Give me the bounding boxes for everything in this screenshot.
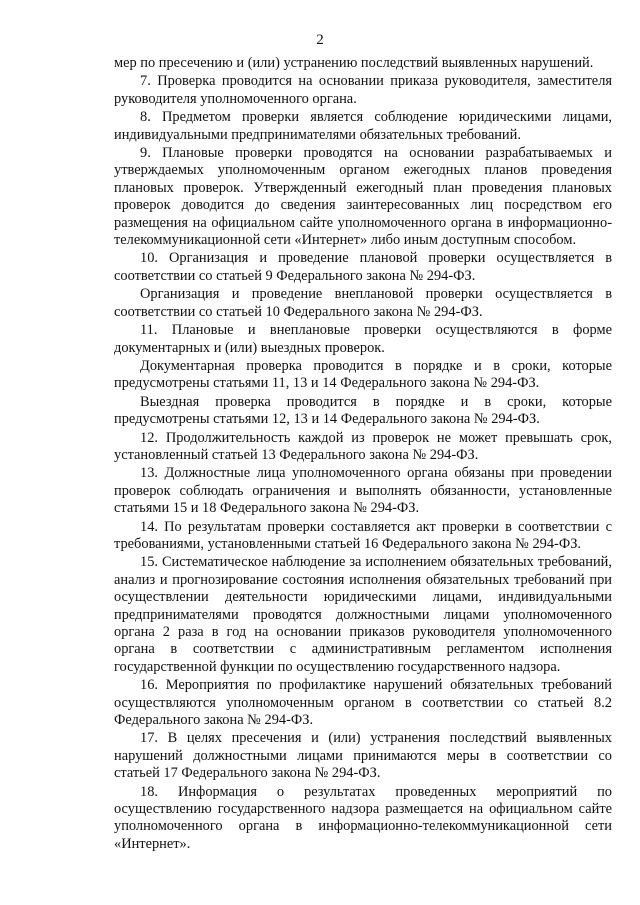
paragraph-15: 15. Систематическое наблюдение за исполнением обязательных требований, анализ и прогнозирование состояния исполнения обязательных требований при осуществлении деятельности юридическими лицами, индивидуальными предпринимателями проводятся должностными лицами уполномоченного органа 2 раза в год на основании приказов руководителя уполномоченного органа в соответствии с административным регламентом исполнения государственной функции по осуществлению государственного надзора. [114,554,612,675]
page-number: 2 [316,32,324,48]
paragraph-10-unscheduled: Организация и проведение внеплановой проверки осуществляется в соответствии со статьей 10 Федерального закона № 294-ФЗ. [114,286,612,320]
paragraph-18: 18. Информация о результатах проведенных мероприятий по осуществлению государственного надзора размещается на официальном сайте уполномоченного органа в информационно-телекоммуникационной сети «Интернет». [114,783,612,852]
paragraph-continuation: мер по пресечению и (или) устранению последствий выявленных нарушений. [114,55,594,71]
paragraph-10: 10. Организация и проведение плановой проверки осуществляется в соответствии со статьей 9 Федерального закона № 294-ФЗ. [114,250,612,284]
paragraph-13: 13. Должностные лица уполномоченного органа обязаны при проведении проверок соблюдать ограничения и выполнять обязанности, установленные статьями 15 и 18 Федерального закона № 294-ФЗ. [114,465,612,517]
paragraph-12: 12. Продолжительность каждой из проверок не может превышать срок, установленный статьей 13 Федерального закона № 294-ФЗ. [114,429,612,463]
paragraph-7: 7. Проверка проводится на основании приказа руководителя, заместителя руководителя уполномоченного органа. [114,73,612,107]
paragraph-11-onsite: Выездная проверка проводится в порядке и в сроки, которые предусмотрены статьями 12, 13 и 14 Федерального закона № 294-ФЗ. [114,393,612,428]
paragraph-11: 11. Плановые и внеплановые проверки осуществляются в форме документарных и (или) выездных проверок. [114,322,612,356]
paragraph-8: 8. Предметом проверки является соблюдение юридическими лицами, индивидуальными предпринимателями обязательных требований. [114,109,612,143]
paragraph-17: 17. В целях пресечения и (или) устранения последствий выявленных нарушений должностными лицами принимаются меры в соответствии со статьей 17 Федерального закона № 294-ФЗ. [114,730,612,782]
document-body [114,55,612,853]
paragraph-16: 16. Мероприятия по профилактике нарушений обязательных требований осуществляются уполномоченным органом в соответствии со статьей 8.2 Федерального закона № 294-ФЗ. [114,677,612,729]
paragraph-11-documentary: Документарная проверка проводится в порядке и в сроки, которые предусмотрены статьями 11, 13 и 14 Федерального закона № 294-ФЗ. [114,357,612,392]
paragraph-9: 9. Плановые проверки проводятся на основании разрабатываемых и утверждаемых уполномоченным органом ежегодных планов проведения плановых проверок. Утвержденный ежегодный план проведения плановых проверок доводится до сведения заинтересованных лиц посредством его размещения на официальном сайте уполномоченного органа в информационно-телекоммуникационной сети «Интернет» либо иным доступным способом. [114,145,612,249]
paragraph-14: 14. По результатам проверки составляется акт проверки в соответствии с требованиями, установленными статьей 16 Федерального закона № 294-ФЗ. [114,518,612,552]
